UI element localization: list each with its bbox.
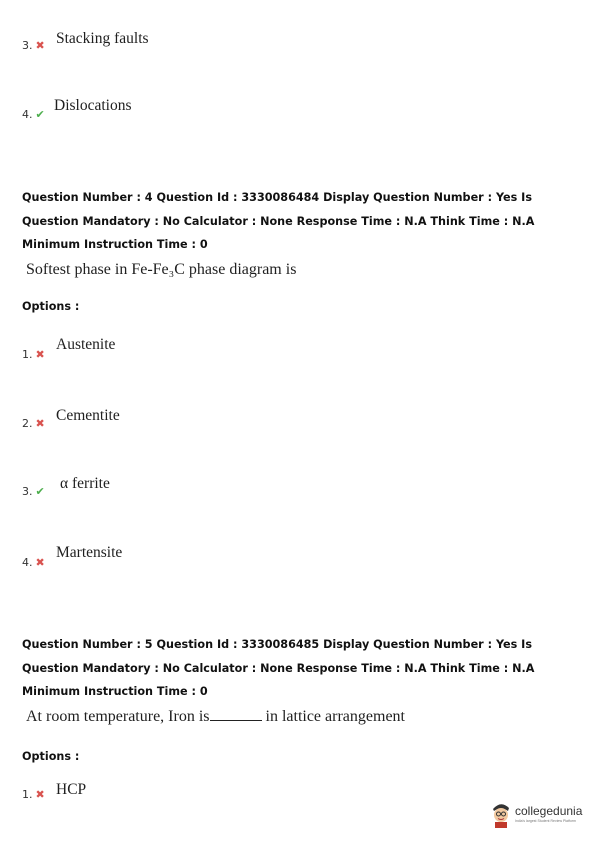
question-text: Softest phase in Fe-Fe₃C phase diagram is (26, 261, 297, 278)
option-number: 3. (22, 39, 33, 52)
option-text: Stacking faults (56, 30, 149, 47)
question-text-after: in lattice arrangement (265, 708, 405, 725)
option-text: α ferrite (60, 475, 110, 492)
option-number: 1. (22, 348, 33, 361)
logo-tagline: India's largest Student Review Platform (515, 819, 576, 823)
question-text (26, 708, 405, 726)
question-header: Question Number : 5 Question Id : 3330086485 Display Question Number : Yes Is Question Mandatory : No Calculator : None Response Time : N.A Think Time : N.A Minimum Instruction Time : 0 (22, 638, 535, 698)
options-label: Options : (22, 750, 80, 763)
option-number: 1. (22, 788, 33, 801)
answer-blank (210, 708, 262, 721)
option-text: Dislocations (54, 97, 132, 114)
cross-icon: ✖ (35, 556, 45, 569)
option-number: 3. (22, 485, 33, 498)
option-number: 2. (22, 417, 33, 430)
cross-icon: ✖ (35, 39, 45, 52)
question-header: Question Number : 4 Question Id : 3330086484 Display Question Number : Yes Is Question Mandatory : No Calculator : None Response Time : N.A Think Time : N.A Minimum Instruction Time : 0 (22, 191, 535, 251)
option-text: Austenite (56, 336, 116, 353)
option-text: Cementite (56, 407, 120, 424)
option-number: 4. (22, 556, 33, 569)
check-icon: ✔ (35, 485, 45, 498)
check-icon: ✔ (35, 108, 45, 121)
logo-name: collegedunia (515, 804, 583, 818)
cross-icon: ✖ (35, 348, 45, 361)
question-text-before: At room temperature, Iron is (26, 708, 210, 725)
options-label: Options : (22, 300, 80, 313)
collegedunia-logo (489, 800, 589, 830)
student-mascot-icon (489, 800, 513, 828)
cross-icon: ✖ (35, 788, 45, 801)
option-number: 4. (22, 108, 33, 121)
option-text: Martensite (56, 544, 123, 561)
option-text: HCP (56, 781, 87, 798)
cross-icon: ✖ (35, 417, 45, 430)
